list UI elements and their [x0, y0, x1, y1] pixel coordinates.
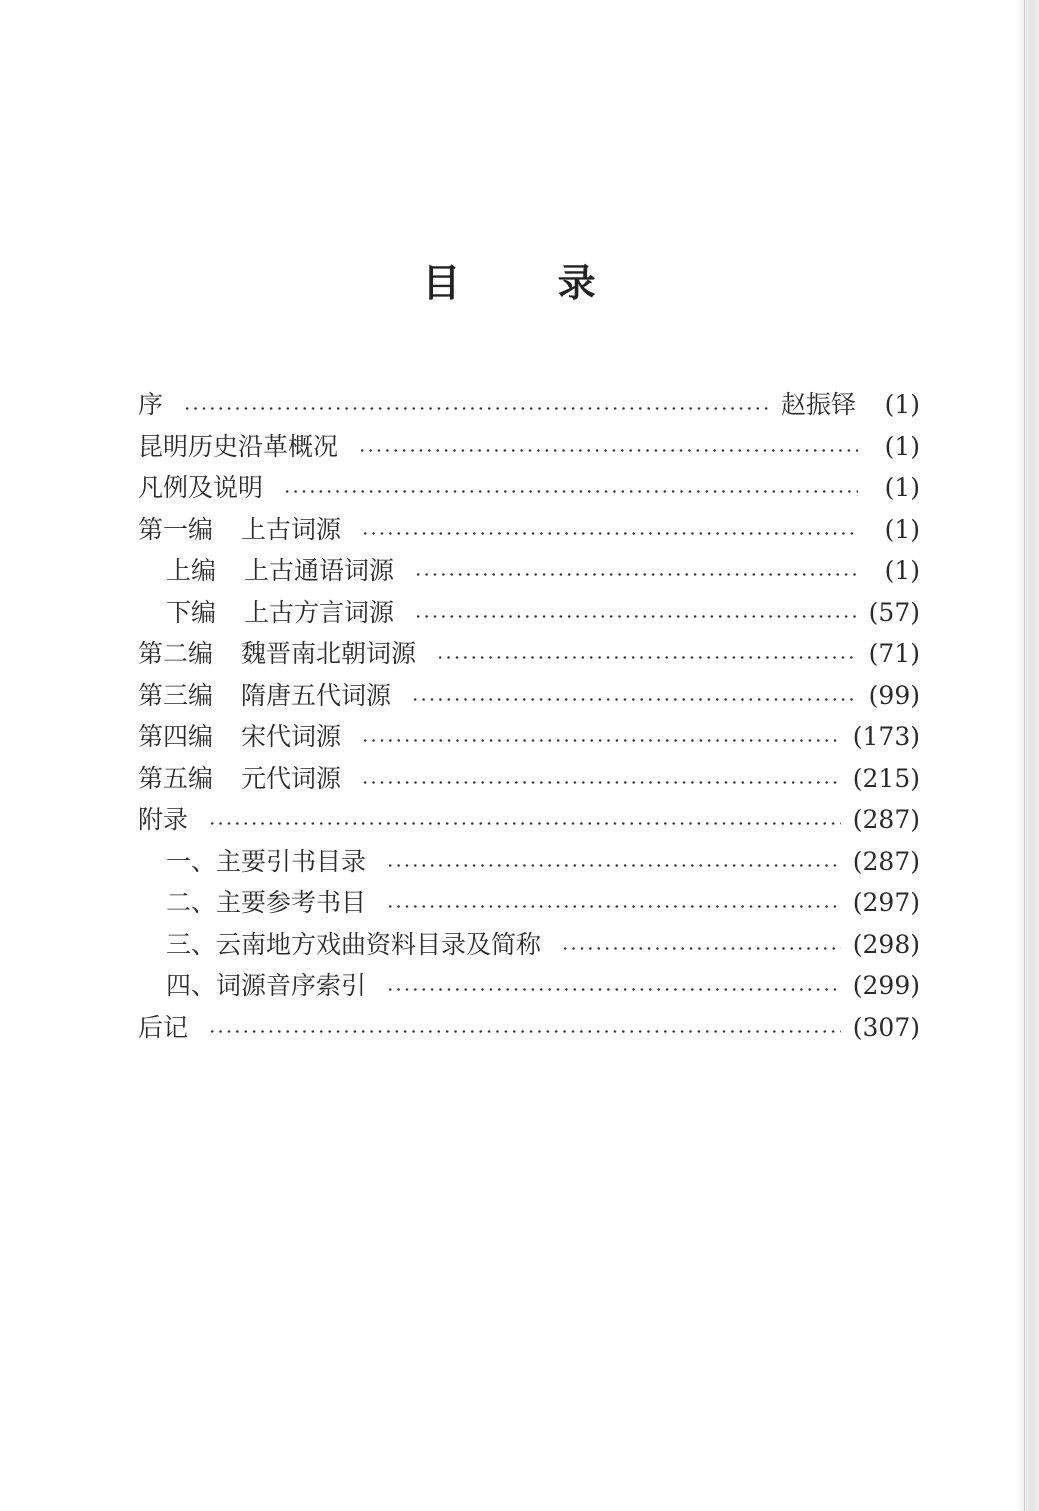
toc-entry-label: 宋代词源: [241, 722, 342, 751]
toc-entry-page: (71): [868, 639, 920, 668]
toc-entry-page: (99): [868, 680, 920, 710]
dot-leader: [283, 490, 858, 493]
toc-entry-label: 序: [138, 390, 164, 419]
toc-entry-page: (298): [852, 929, 920, 959]
toc-entry-page: (1): [884, 431, 920, 461]
toc-entry-page: (297): [852, 888, 920, 917]
toc-entry-prefix: 第三编: [138, 680, 214, 710]
toc-entry-appendix-1[interactable]: [138, 841, 920, 883]
toc-entry-prefix: 第五编: [138, 763, 214, 793]
toc-entry-conventions[interactable]: [138, 467, 920, 509]
dot-leader: [414, 573, 858, 576]
toc-entry-part-5[interactable]: [138, 758, 920, 800]
toc-entry-author: 赵振铎: [780, 390, 856, 419]
toc-entry-preface[interactable]: [138, 384, 920, 426]
dot-leader: [208, 1030, 841, 1033]
dot-leader: [386, 905, 841, 908]
dot-leader: [411, 698, 857, 701]
dot-leader: [414, 615, 857, 618]
toc-entry-label: 魏晋南北朝词源: [241, 639, 417, 668]
toc-entry-appendix-3[interactable]: [138, 924, 920, 966]
toc-entry-page: (57): [868, 597, 920, 627]
toc-entry-appendix-2[interactable]: [138, 882, 920, 924]
toc-entry-part-1[interactable]: [138, 509, 920, 551]
toc-entry-part-4[interactable]: [138, 716, 920, 758]
toc-entry-page: (299): [852, 971, 920, 1000]
dot-leader: [361, 739, 841, 742]
toc-entry-part-1-upper[interactable]: [138, 550, 920, 592]
dot-leader: [361, 781, 841, 784]
toc-entry-appendix-4[interactable]: [138, 965, 920, 1007]
toc-entry-prefix: 第一编: [138, 514, 214, 544]
toc-entry-prefix: 第二编: [138, 639, 214, 668]
toc-entry-page: (1): [884, 390, 920, 419]
toc-entry-label: 上古通语词源: [244, 556, 395, 585]
toc-entry-part-1-lower[interactable]: [138, 592, 920, 634]
toc-entry-label: 附录: [138, 805, 189, 834]
toc-entry-label: 后记: [138, 1012, 189, 1042]
toc-entry-label: 元代词源: [241, 763, 342, 793]
dot-leader: [386, 864, 841, 867]
toc-entry-page: (287): [852, 805, 920, 834]
dot-leader: [386, 988, 841, 991]
toc-entry-part-3[interactable]: [138, 675, 920, 717]
toc-entry-page: (215): [852, 763, 920, 793]
toc-entry-prefix: 上编: [166, 556, 217, 585]
toc-entry-label: 昆明历史沿革概况: [138, 431, 339, 461]
toc-entry-label: 二、主要参考书目: [166, 888, 367, 917]
dot-leader: [358, 449, 858, 452]
toc-entry-label: 隋唐五代词源: [241, 680, 392, 710]
page-edge: [1017, 0, 1039, 1511]
toc-entry-label: 四、词源音序索引: [166, 971, 367, 1000]
page-title: 目 录: [422, 261, 638, 305]
toc-entry-afterword[interactable]: [138, 1007, 920, 1049]
dot-leader: [183, 407, 769, 410]
toc-entry-label: 一、主要引书目录: [166, 846, 367, 876]
toc-entry-prefix: 下编: [166, 597, 217, 627]
toc-entry-appendix[interactable]: [138, 799, 920, 841]
page-edge-line: [1024, 0, 1025, 1511]
toc-entry-page: (307): [852, 1012, 920, 1042]
dot-leader: [436, 656, 857, 659]
dot-leader: [361, 532, 858, 535]
toc-entry-page: (1): [884, 473, 920, 502]
toc-entry-label: 上古词源: [241, 514, 342, 544]
toc-entry-label: 上古方言词源: [244, 597, 395, 627]
toc-entry-page: (1): [884, 556, 920, 585]
toc-entry-page: (1): [884, 514, 920, 544]
toc-entry-label: 凡例及说明: [138, 473, 264, 502]
dot-leader: [208, 822, 841, 825]
toc-entry-part-2[interactable]: [138, 633, 920, 675]
table-of-contents: [138, 384, 920, 1048]
toc-entry-page: (173): [852, 722, 920, 751]
toc-entry-history[interactable]: [138, 426, 920, 468]
dot-leader: [561, 947, 841, 950]
toc-entry-label: 三、云南地方戏曲资料目录及简称: [166, 929, 542, 959]
toc-entry-page: (287): [852, 846, 920, 876]
toc-entry-prefix: 第四编: [138, 722, 214, 751]
